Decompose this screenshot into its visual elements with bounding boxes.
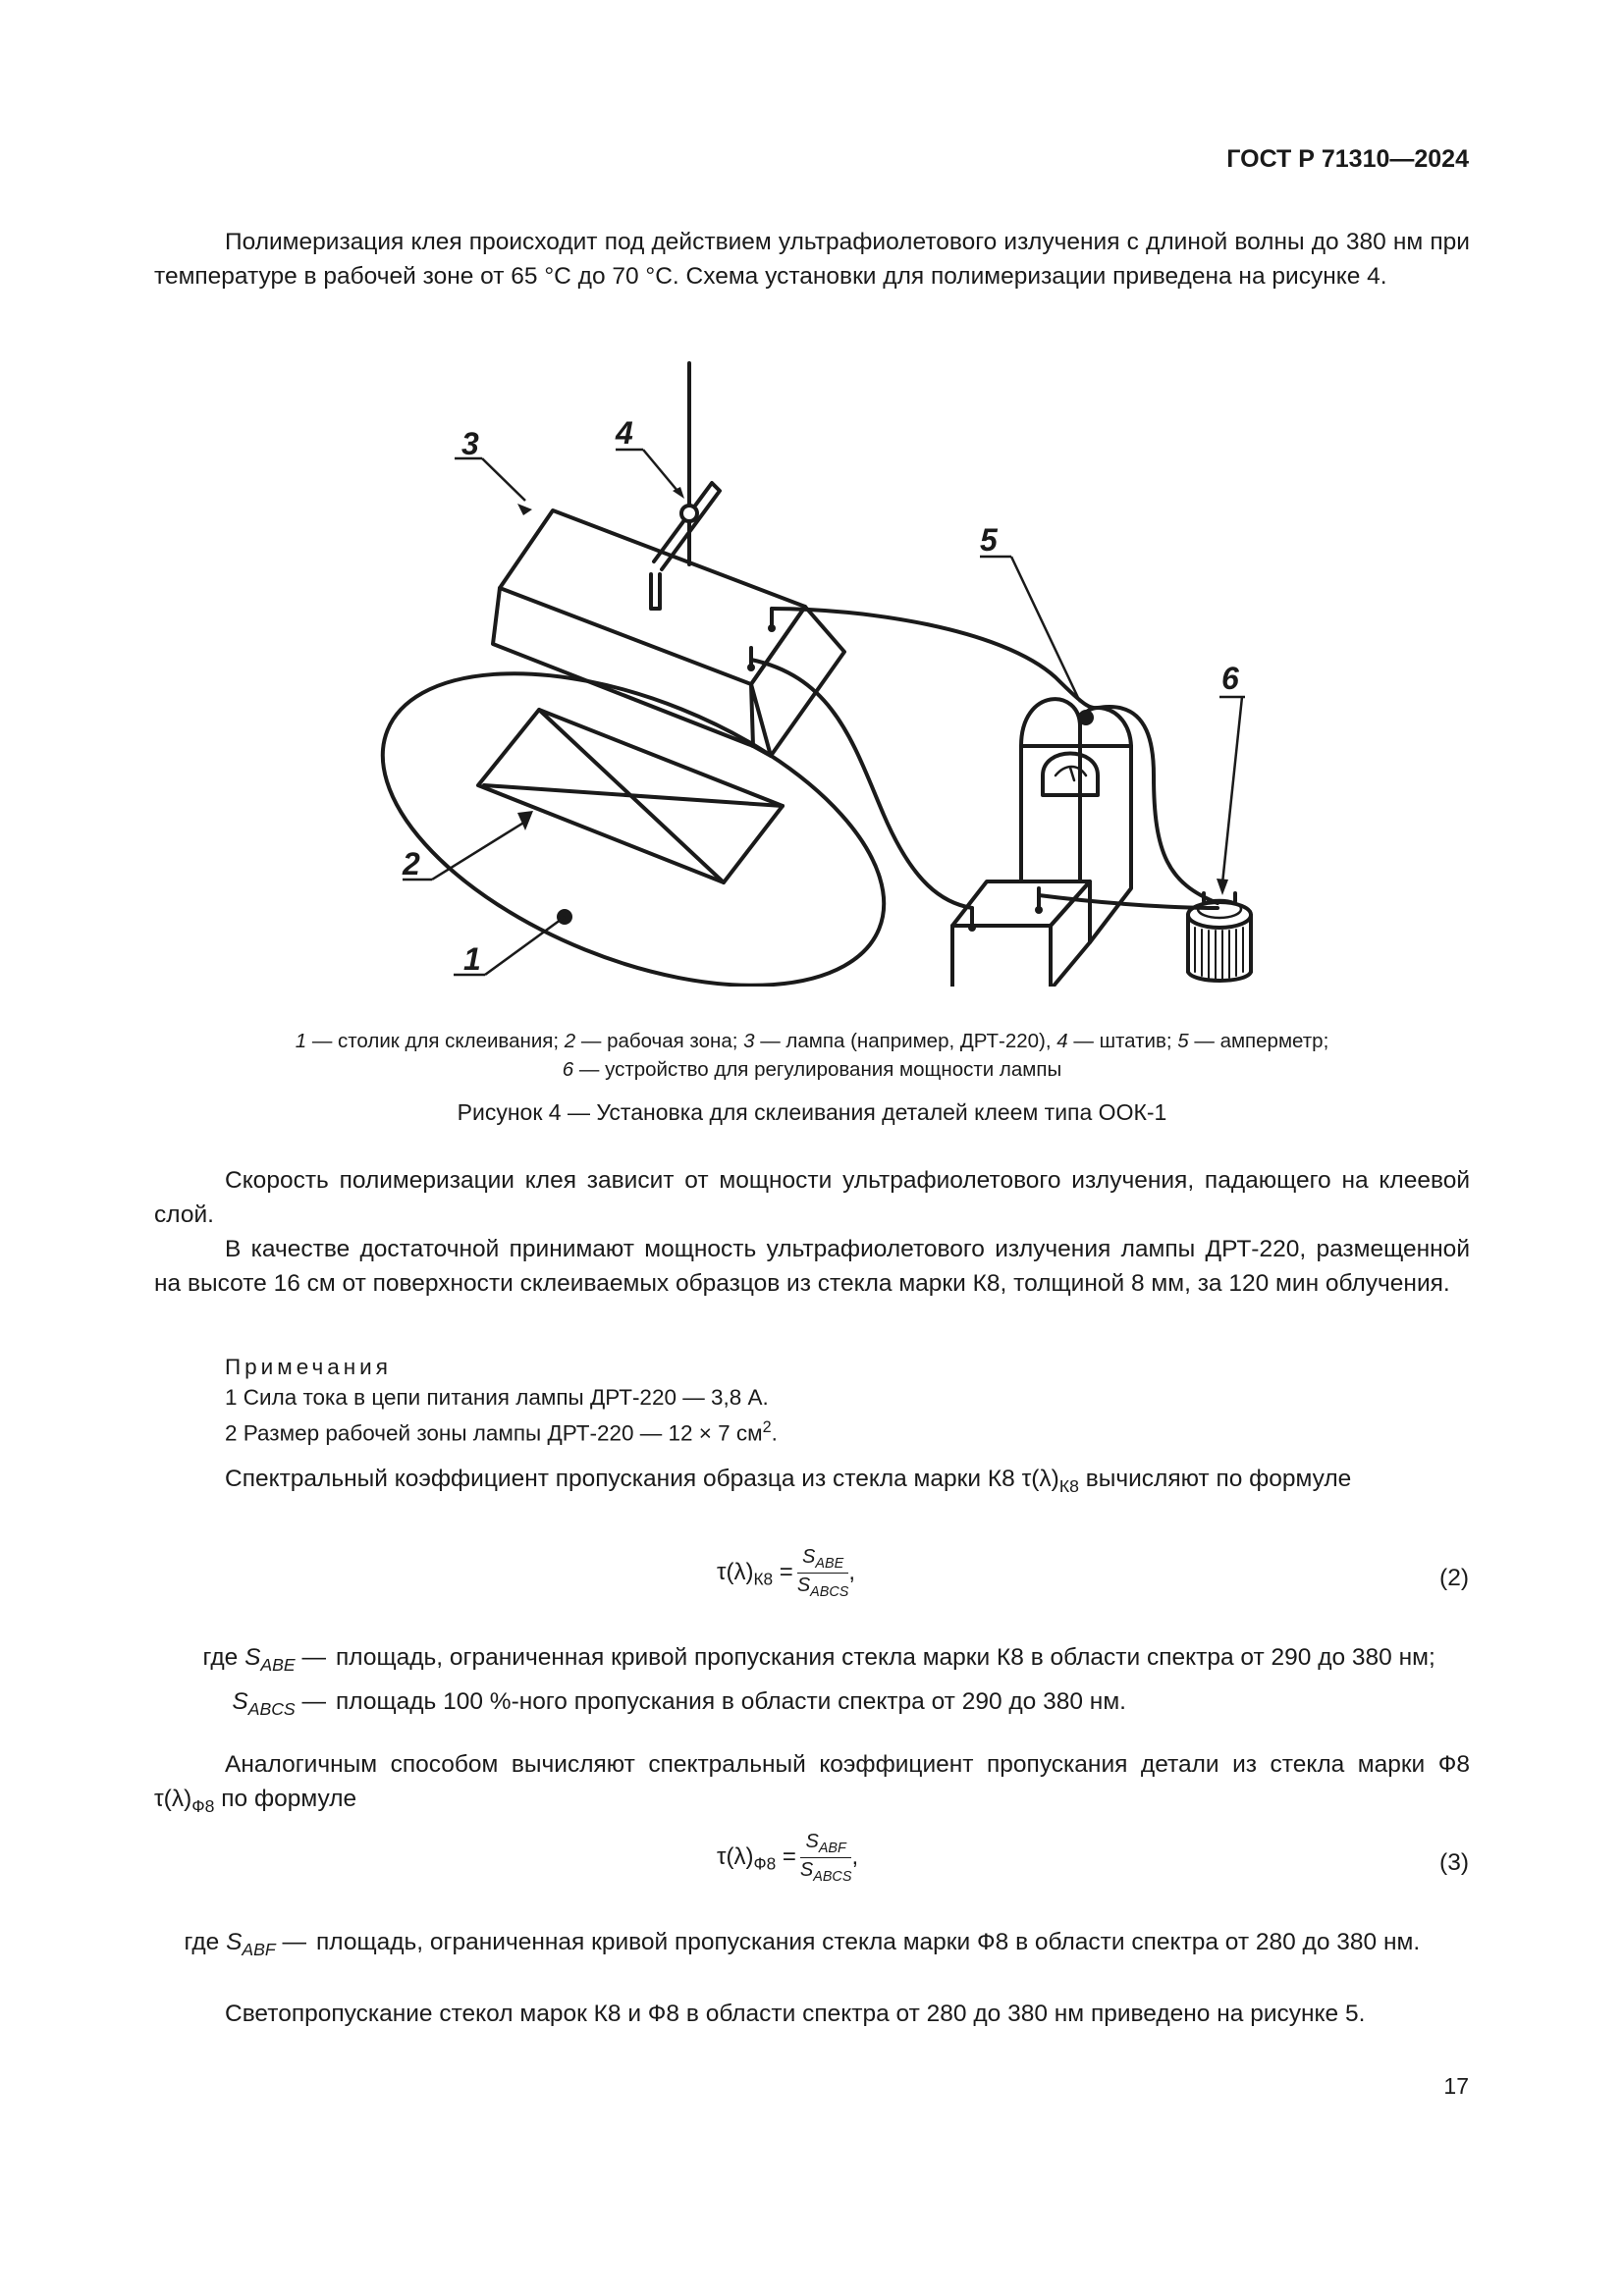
regulator-base-front	[952, 926, 1051, 987]
leader-3	[482, 458, 525, 501]
page-number: 17	[1443, 2073, 1469, 2099]
formula-3-fraction: $\frac{S_{ABF}}{S_{ABCS}}$	[799, 1831, 852, 1885]
paragraph-2: Скорость полимеризации клея зависит от мощности ультрафиолетового излучения, падающего на клеевой слой.	[154, 1167, 1470, 1228]
formula-3: $\tau(\lambda)_{Ф8}$ = $\frac{S_{ABF}}{S_{ABCS}}$ ,	[717, 1831, 859, 1885]
wire-lamp-to-regulator	[751, 660, 972, 908]
ammeter-point	[1078, 710, 1094, 725]
definition-sabf: где $S_{ABF}$ — площадь, ограниченная кривой пропускания стекла марки Ф8 в области спектра от 280 до 380 нм.	[184, 1929, 1421, 1959]
regulator-cylinder-shape	[1188, 893, 1251, 981]
equation-number-2: (2)	[1439, 1565, 1469, 1591]
label-6: 6	[1221, 661, 1239, 696]
label-5: 5	[980, 522, 998, 558]
figure-legend	[154, 1027, 1470, 1084]
note-1: 1 Сила тока в цепи питания лампы ДРТ-220 — 3,8 А.	[225, 1385, 769, 1410]
paragraph-6: Светопропускание стекол марок К8 и Ф8 в области спектра от 280 до 380 нм приведено на рисунке 5.	[225, 2001, 1366, 2027]
stand-clamp	[651, 574, 660, 609]
paragraph-4: Спектральный коэффициент пропускания образца из стекла марки К8 $\tau(\lambda)_{К8}$ вычисляют по формуле	[225, 1466, 1352, 1496]
definition-sabe: где $S_{ABE}$ — площадь, ограниченная кривой пропускания стекла марки К8 в области спектра от 290 до 380 нм;	[202, 1644, 1435, 1675]
formula-2: $\tau(\lambda)_{К8}$ = $\frac{S_{ABE}}{S_{ABCS}}$ ,	[717, 1546, 856, 1600]
paragraph-3: В качестве достаточной принимают мощность ультрафиолетового излучения лампы ДРТ-220, размещенной на высоте 16 см от поверхности склеиваемых образцов из стекла марки К8, толщиной 8 мм, за 120 мин облучения.	[154, 1236, 1470, 1297]
leader-5	[1011, 557, 1080, 702]
leader-4	[643, 450, 677, 491]
leader-2	[432, 822, 525, 880]
lamp-end-shape	[751, 607, 844, 756]
document-header: ГОСТ Р 71310—2024	[1226, 145, 1469, 173]
figure-4-diagram	[363, 358, 1267, 987]
ammeter-head	[1021, 699, 1080, 746]
note-2: 2 Размер рабочей зоны лампы ДРТ-220 — 12 × 7 $см^2$.	[225, 1418, 778, 1446]
leader-1	[485, 917, 565, 975]
notes-title: Примечания	[225, 1355, 392, 1379]
paragraph-1: Полимеризация клея происходит под действием ультрафиолетового излучения с длиной волны до 380 нм при температуре в рабочей зоне от 65 °С до 70 °С. Схема установки для полимеризации приведена на рисунке 4.	[154, 229, 1470, 290]
leader-6	[1222, 697, 1242, 883]
figure-legend-line-1: 1 — столик для склеивания; 2 — рабочая зона; 3 — лампа (например, ДРТ-220), 4 — штатив; 5 — амперметр;	[295, 1030, 1329, 1052]
equation-number-3: (3)	[1439, 1849, 1469, 1876]
label-3: 3	[461, 426, 479, 461]
label-4: 4	[616, 415, 633, 451]
label-1: 1	[463, 941, 481, 977]
wire-lamp-to-ammeter	[772, 609, 1218, 903]
notes-block	[225, 1352, 778, 1449]
label-2: 2	[403, 846, 420, 881]
definitions-block-1	[154, 1641, 1470, 1726]
definitions-block-2	[154, 1926, 1470, 1966]
definition-sabcs: $S_{ABCS}$ — площадь 100 %-ного пропускания в области спектра от 290 до 380 нм.	[232, 1687, 1126, 1719]
ammeter-dial	[1043, 754, 1098, 796]
figure-legend-line-2: 6 — устройство для регулирования мощности лампы	[562, 1058, 1062, 1081]
formula-2-fraction: $\frac{S_{ABE}}{S_{ABCS}}$	[796, 1546, 849, 1600]
paragraph-5: Аналогичным способом вычисляют спектральный коэффициент пропускания детали из стекла марки Ф8 $\tau(\lambda)_{Ф8}$ по формуле	[154, 1751, 1470, 1816]
figure-title: Рисунок 4 — Установка для склеивания деталей клеем типа ООК-1	[457, 1099, 1167, 1125]
